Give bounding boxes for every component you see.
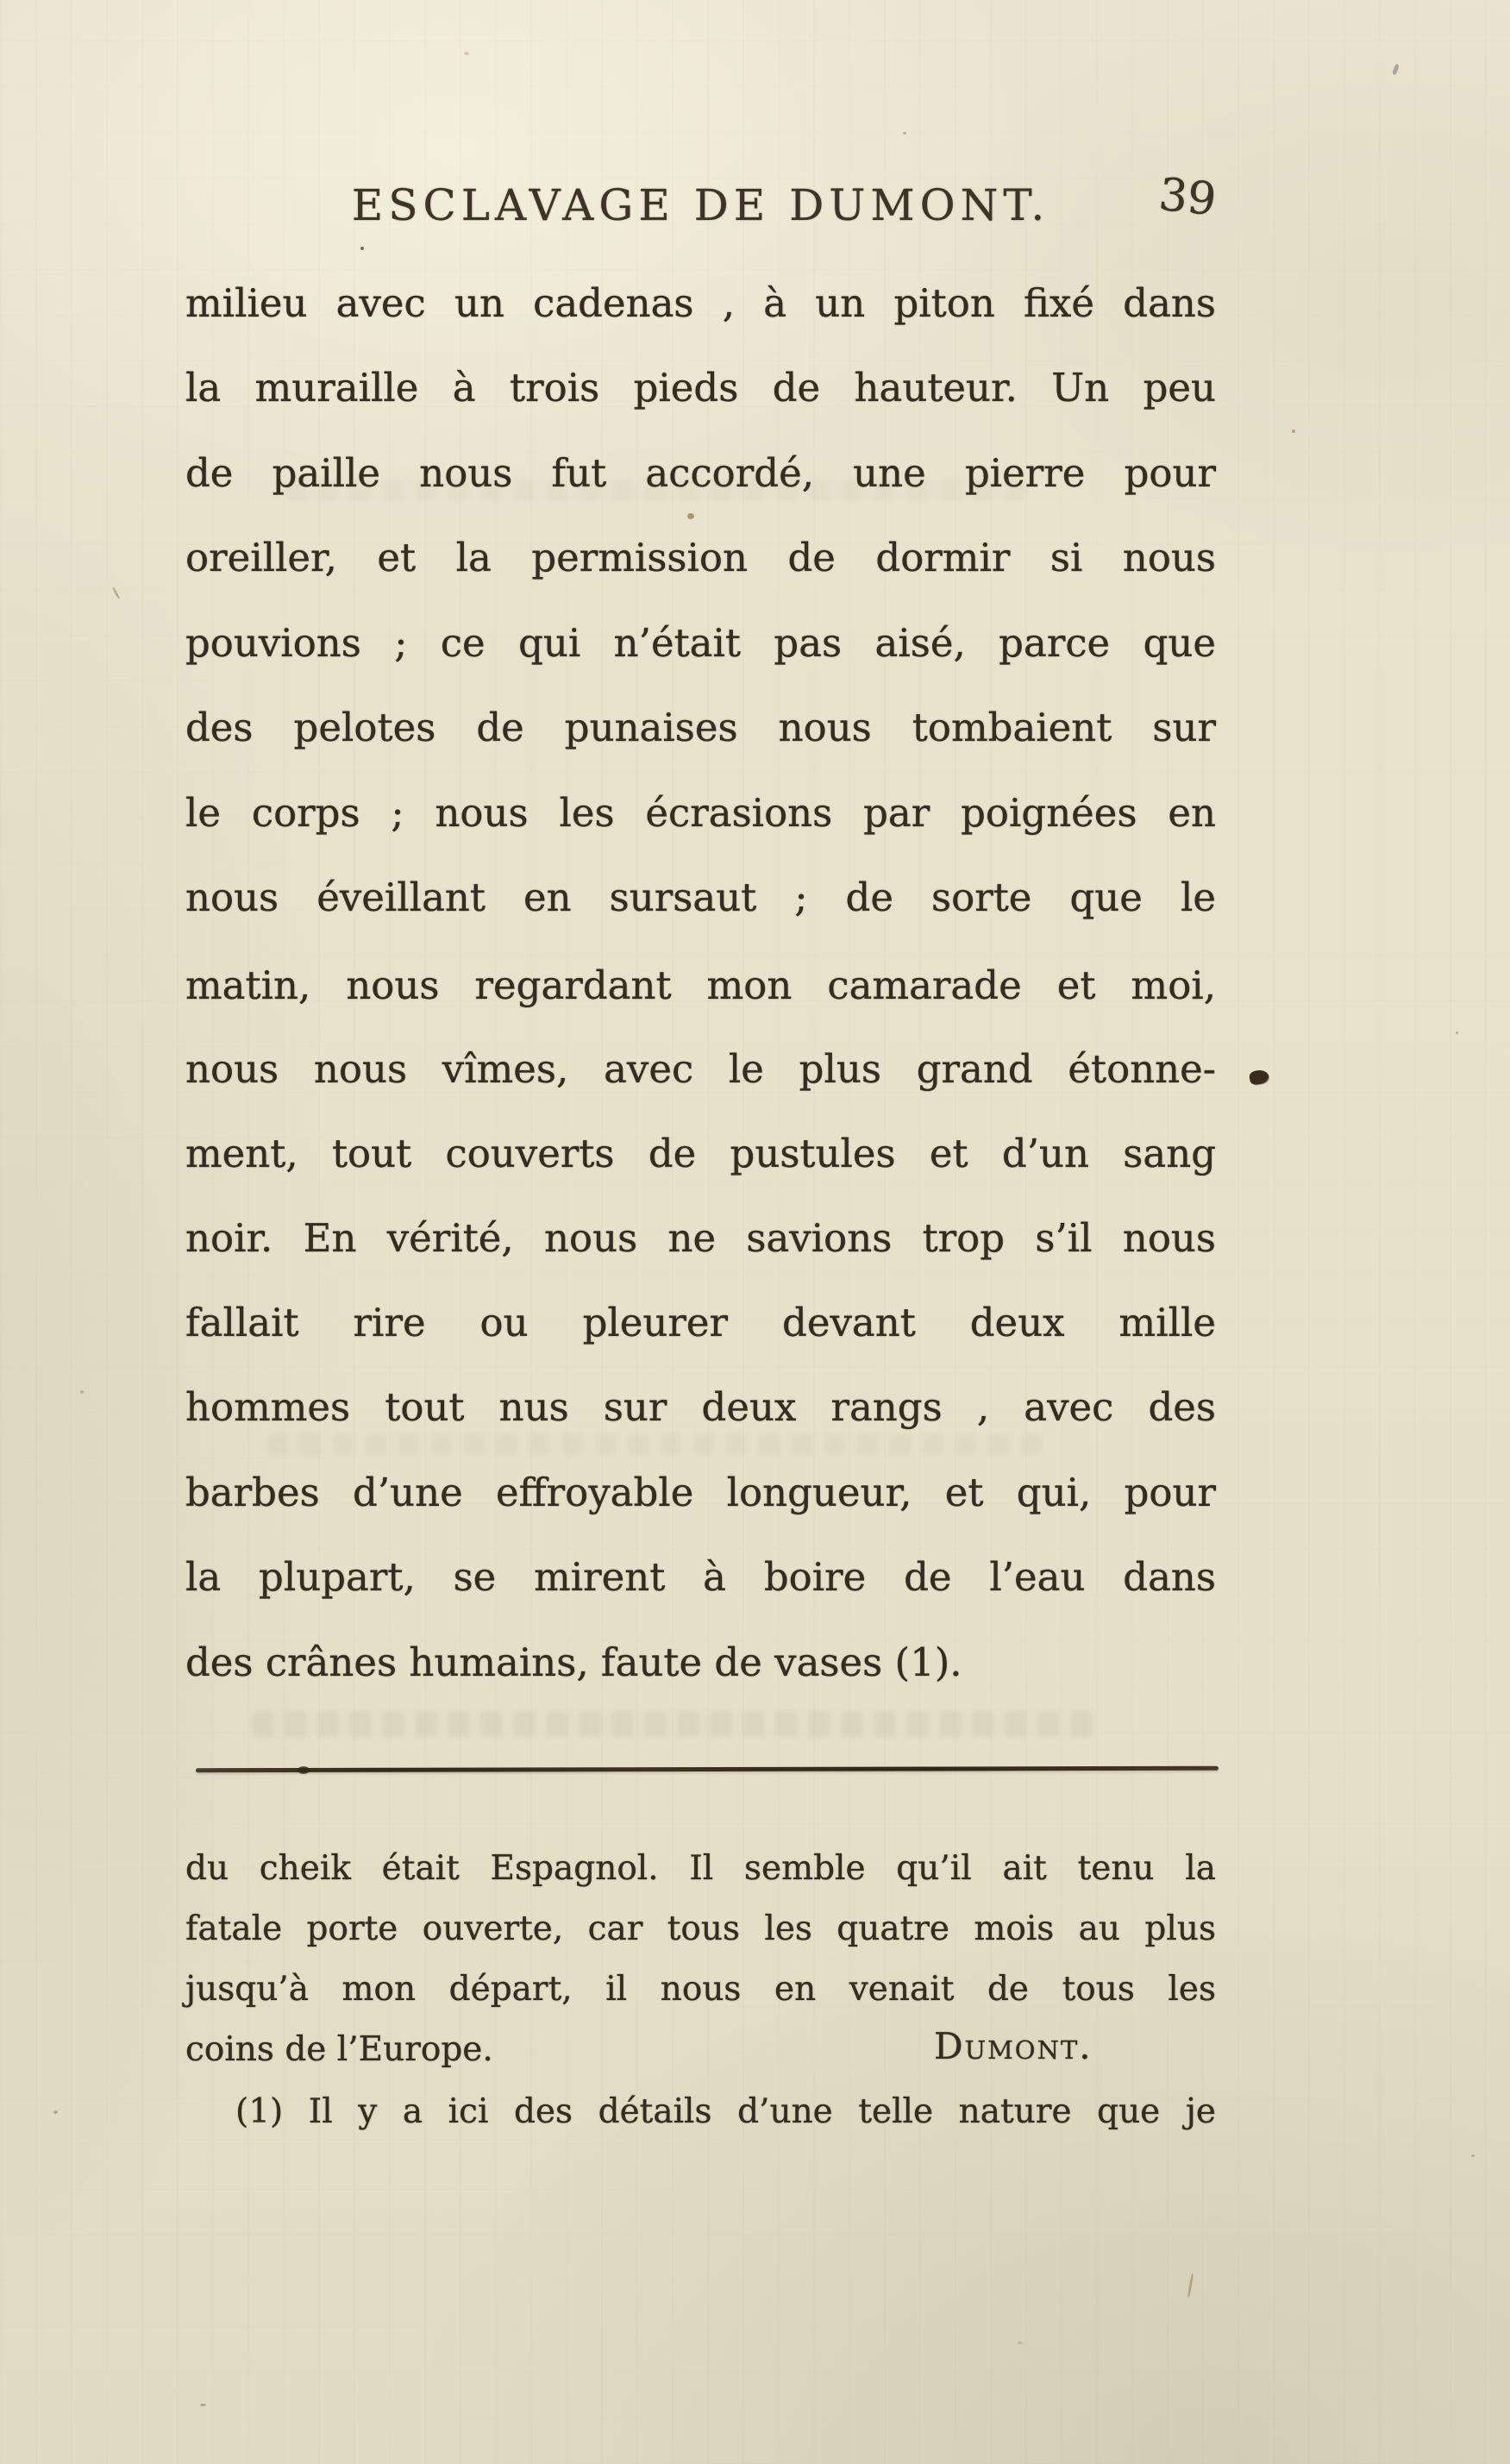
- body-line: la muraille à trois pieds de hauteur. Un peu: [185, 365, 1216, 411]
- body-line: noir. En vérité, nous ne savions trop s’il nous: [185, 1215, 1216, 1261]
- ink-blot: [1249, 1069, 1269, 1085]
- paper-speck: [1187, 2273, 1194, 2298]
- footnote-note-line: (1) Il y a ici des détails d’une telle nature que je: [235, 2092, 1216, 2131]
- body-line: des pelotes de punaises nous tombaient sur: [185, 705, 1216, 750]
- paper-speck: [1456, 1031, 1458, 1034]
- paper-speck: [464, 52, 469, 55]
- body-line: hommes tout nus sur deux rangs , avec des: [185, 1384, 1216, 1430]
- footnote-line: jusqu’à mon départ, il nous en venait de tous les: [185, 1970, 1216, 2009]
- body-line: milieu avec un cadenas , à un piton fixé dans: [185, 280, 1216, 326]
- paper-speck: [200, 2404, 206, 2406]
- bleed-through: [252, 1711, 1097, 1737]
- footnote-line: du cheik était Espagnol. Il semble qu’il ait tenu la: [185, 1849, 1216, 1888]
- body-line: oreiller, et la permission de dormir si nous: [185, 535, 1216, 580]
- body-line: de paille nous fut accordé, une pierre pour: [185, 450, 1216, 496]
- paper-speck: [360, 247, 364, 250]
- footnote-closing-text: coins de l’Europe.: [185, 2030, 493, 2069]
- paper-speck: [903, 132, 906, 135]
- body-line: barbes d’une effroyable longueur, et qui, pour: [185, 1470, 1216, 1515]
- paper-speck: [1392, 64, 1400, 76]
- running-title: ESCLAVAGE DE DUMONT.: [351, 180, 1050, 230]
- page-number: 39: [1156, 168, 1219, 227]
- paper-speck: [1292, 429, 1295, 433]
- paper-speck: [687, 513, 694, 519]
- body-line: des crânes humains, faute de vases (1).: [185, 1640, 962, 1685]
- footnote-signature: Dumont.: [934, 2025, 1093, 2067]
- bleed-through: [285, 480, 1026, 500]
- paper-speck: [1471, 2154, 1475, 2157]
- paper-speck: [112, 586, 121, 599]
- body-line: pouvions ; ce qui n’était pas aisé, parce que: [185, 620, 1216, 666]
- footnote-separator-rule: [196, 1766, 1219, 1772]
- body-line: nous nous vîmes, avec le plus grand étonne-: [185, 1046, 1216, 1092]
- body-line: le corps ; nous les écrasions par poignées en: [185, 790, 1216, 836]
- body-line: la plupart, se mirent à boire de l’eau dans: [185, 1554, 1216, 1600]
- paper-speck: [1018, 2342, 1022, 2344]
- body-line: fallait rire ou pleurer devant deux mille: [185, 1300, 1216, 1345]
- paper-speck: [53, 2110, 58, 2114]
- bleed-through: [267, 1433, 1043, 1456]
- body-line: ment, tout couverts de pustules et d’un sang: [185, 1131, 1216, 1176]
- body-line: nous éveillant en sursaut ; de sorte que le: [185, 875, 1216, 920]
- footnote-line: [185, 2025, 1216, 2072]
- body-line: matin, nous regardant mon camarade et moi,: [185, 962, 1216, 1008]
- footnote-line: fatale porte ouverte, car tous les quatre mois au plus: [185, 1909, 1216, 1948]
- paper-speck: [80, 1390, 84, 1394]
